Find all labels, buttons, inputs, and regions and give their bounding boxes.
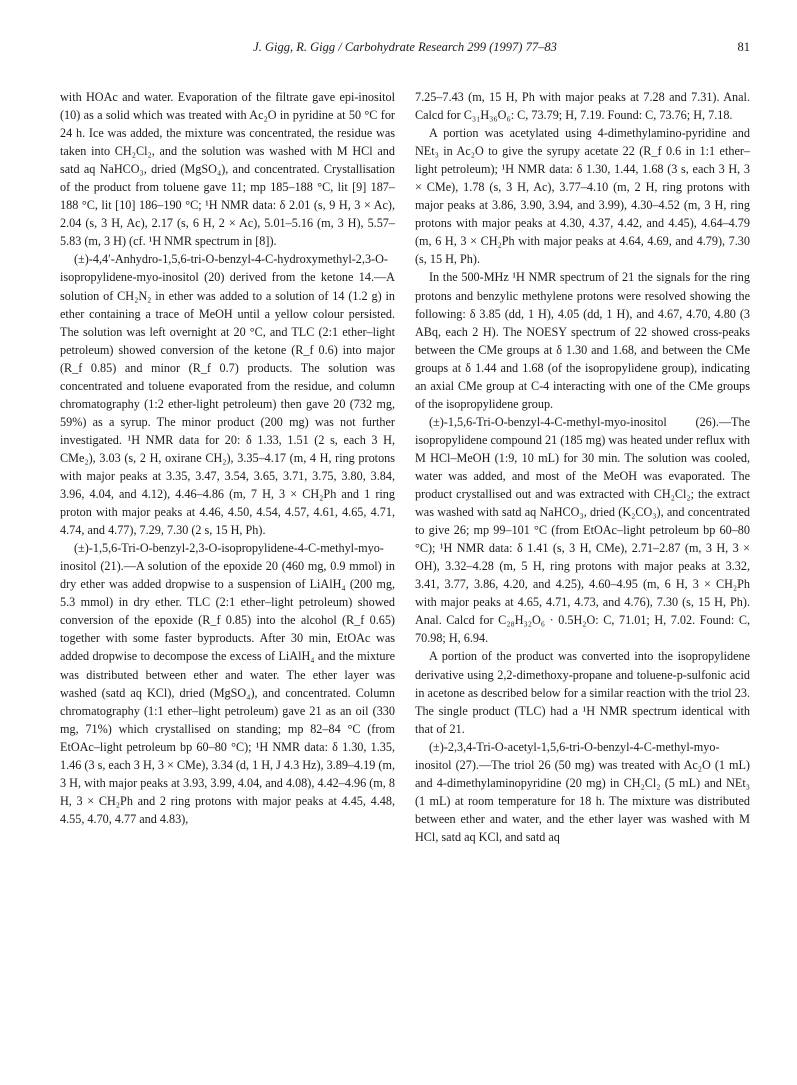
paragraph: (±)-1,5,6-Tri-O-benzyl-4-C-methyl-myo-inositol (26).—The isopropylidene compound 21 (185 mg) was heated under reflux with M HCl–MeOH (1:9, 10 mL) for 30 min. The solution was cooled, water was added, and most of the MeOH was evaporated. The product crystallised out and was extracted with CH₂Cl₂; the extract was washed with satd aq NaHCO₃, dried (K₂CO₃), and concentrated to give 26; mp 99–101 °C (from EtOAc–light petroleum bp 60–80 °C); ¹H NMR data: δ 1.41 (s, 3 H, CMe), 2.71–2.87 (m, 3 H, 3 × OH), 3.32–4.28 (m, 5 H, ring protons with major peaks at 3.32, 3.41, 3.77, 3.86, 4.20, and 4.25), 4.60–4.95 (m, 6 H, 3 × CH₂Ph with major peaks at 4.65, 4.71, 4.73, and 4.76), 7.30 (s, 15 H, Ph). Anal. Calcd for C₂₈H₃₂O₆ · 0.5H₂O: C, 71.01; H, 7.02. Found: C, 70.98; H, 6.94.: [415, 414, 750, 646]
paragraph: (±)-4,4′-Anhydro-1,5,6-tri-O-benzyl-4-C-hydroxymethyl-2,3-O-isopropylidene-myo-inositol (20) derived from the ketone 14.—A solution of CH₂N₂ in ether was added to a solution of 14 (1.2 g) in ether containing a trace of MeOH until a yellow colour persisted. The solution was left overnight at 20 °C, and TLC (2:1 ether–light petroleum) showed conversion of the ketone (R_f 0.6) into major (R_f 0.85) and minor (R_f 0.7) products. The solution was concentrated and toluene evaporated from the residue, and column chromatography (1:2 ether-light petroleum) then gave 20 (732 mg, 59%) as a syrup. The minor product (200 mg) was not further investigated. ¹H NMR data for 20: δ 1.33, 1.51 (2 s, each 3 H, CMe₂), 3.03 (s, 2 H, oxirane CH₂), 3.35–4.17 (m, 4 H, ring protons with major peaks at 3.35, 3.47, 3.54, 3.65, 3.71, 3.75, 3.80, 3.84, 3.96, 4.04, and 4.12), 4.46–4.86 (m, 7 H, 3 × CH₂Ph and 1 ring proton with major peaks at 4.46, 4.50, 4.54, 4.57, 4.61, 4.65, 4.71, 4.74, and 4.77), 7.29, 7.30 (2 s, 15 H, Ph).: [60, 252, 395, 538]
paragraph: A portion of the product was converted into the isopropylidene derivative using 2,2-dimethoxy-propane and toluene-p-sulfonic acid in acetone as described below for a similar reaction with the triol 23. The single product (TLC) had a ¹H NMR spectrum identical with that of 21.: [415, 649, 750, 736]
running-header: [60, 40, 750, 60]
paragraph: (±)-2,3,4-Tri-O-acetyl-1,5,6-tri-O-benzyl-4-C-methyl-myo-inositol (27).—The triol 26 (50 mg) was treated with Ac₂O (1 mL) and 4-dimethylaminopyridine (20 mg) in CH₂Cl₂ (5 mL) and NEt₃ (1 mL) at room temperature for 18 h. The mixture was distributed between ether and water, and the ether layer was washed with M HCl, satd aq KCl, and satd aq: [415, 739, 750, 844]
paragraph: A portion was acetylated using 4-dimethylamino-pyridine and NEt₃ in Ac₂O to give the syrupy acetate 22 (R_f 0.6 in 1:1 ether–light petroleum); ¹H NMR data: δ 1.30, 1.44, 1.68 (3 s, each 3 H, 3 × CMe), 1.78 (s, 3 H, Ac), 3.77–4.10 (m, 2 H, ring protons with major peaks at 3.86, 3.90, 3.94, and 3.99), 4.30–4.52 (m, 3 H, ring protons with major peaks at 4.30, 4.37, 4.42, and 4.45), 4.64–4.79 (m, 6 H, 3 × CH₂Ph with major peaks at 4.64, 4.69, and 4.79), 7.30 (s, 15 H, Ph).: [415, 126, 750, 267]
running-title: J. Gigg, R. Gigg / Carbohydrate Research 299 (1997) 77–83: [253, 40, 557, 54]
right-column: [415, 88, 750, 846]
paragraph: (±)-1,5,6-Tri-O-benzyl-2,3-O-isopropylidene-4-C-methyl-myo-inositol (21).—A solution of the epoxide 20 (460 mg, 0.9 mmol) in dry ether was added dropwise to a suspension of LiAlH₄ (200 mg, 5.3 mmol) in dry ether. TLC (2:1 ether–light petroleum) showed conversion of the epoxide (R_f 0.85) into the alcohol (R_f 0.65) together with some faster byproducts. After 30 min, EtOAc was added dropwise to decompose the excess of LiAlH₄ and the mixture was distributed between ether and water. The ether layer was washed (satd aq KCl), dried (MgSO₄), and concentrated. Column chromatography (1:1 ether–light petroleum) gave 21 as an oil (330 mg, 71%) which crystallised on standing; mp 82–84 °C (from EtOAc–light petroleum bp 60–80 °C); ¹H NMR data: δ 1.30, 1.35, 1.46 (3 s, each 3 H, 3 × CMe), 3.34 (d, 1 H, J 4.3 Hz), 3.89–4.19 (m, 3 H, with major peaks at 3.93, 3.99, 4.04, and 4.08), 4.42–4.96 (m, 8 H, 3 × CH₂Ph and 2 ring protons with major peaks at 4.45, 4.48, 4.55, 4.70, 4.77 and 4.83),: [60, 541, 395, 826]
left-column: [60, 88, 395, 828]
page-number: 81: [737, 40, 750, 54]
paragraph: with HOAc and water. Evaporation of the filtrate gave epi-inositol (10) as a solid which was treated with Ac₂O in pyridine at 50 °C for 24 h. Ice was added, the mixture was concentrated, the residue was taken into CH₂Cl₂, and the solution was washed with M HCl and satd aq NaHCO₃, dried (MgSO₄), and concentrated. Crystallisation of the product from toluene gave 11; mp 185–188 °C, lit [9] 187–188 °C, lit [10] 186–190 °C; ¹H NMR data: δ 2.01 (s, 9 H, 3 × Ac), 2.04 (s, 3 H, Ac), 2.17 (s, 6 H, 2 × Ac), 5.01–5.16 (m, 3 H), 5.57–5.83 (m, 3 H) (cf. ¹H NMR spectrum in [8]).: [60, 90, 395, 249]
paragraph: In the 500-MHz ¹H NMR spectrum of 21 the signals for the ring protons and benzylic methylene protons were resolved showing the following: δ 3.85 (dd, 1 H), 4.05 (dd, 1 H), and 4.67, 4.70, 4.80 (3 ABq, each 2 H). The NOESY spectrum of 22 showed cross-peaks between the CMe groups at δ 1.30 and 1.68, and between the CMe groups at δ 1.44 and 1.68 (of the isopropylidene group), indicating an axial CMe group at C-4 interacting with one of the CMe groups of the isopropylidene group.: [415, 270, 750, 411]
paragraph: 7.25–7.43 (m, 15 H, Ph with major peaks at 7.28 and 7.31). Anal. Calcd for C₃₁H₃₆O₆: C, 73.79; H, 7.19. Found: C, 73.76; H, 7.18.: [415, 90, 750, 123]
